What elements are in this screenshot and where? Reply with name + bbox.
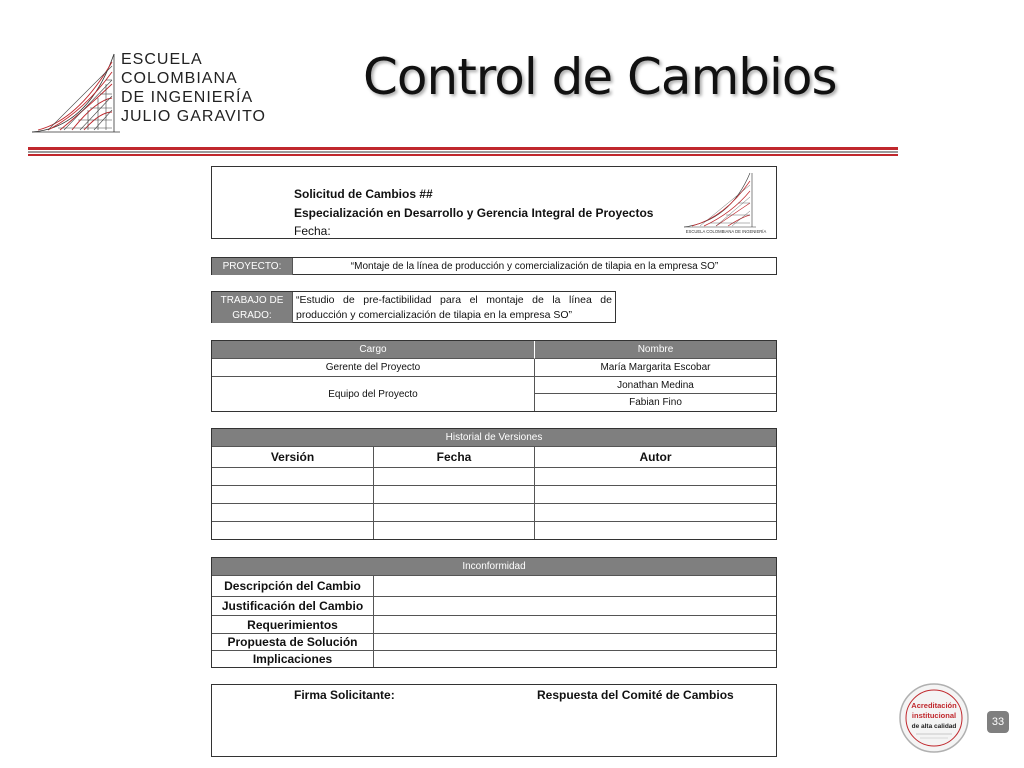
thesis-label bbox=[212, 292, 293, 323]
nonconformity-table bbox=[211, 557, 777, 668]
nonconformity-label: Descripción del Cambio bbox=[212, 576, 374, 597]
thesis-label-line: GRADO: bbox=[232, 309, 272, 321]
team-col-nombre: Nombre bbox=[535, 341, 776, 359]
committee-response-label: Respuesta del Comité de Cambios bbox=[537, 688, 734, 702]
team-col-cargo: Cargo bbox=[212, 341, 535, 359]
requester-signature-label: Firma Solicitante: bbox=[294, 688, 395, 702]
title-divider bbox=[28, 147, 898, 157]
school-name-line: ESCUELA bbox=[121, 51, 203, 68]
history-cell bbox=[535, 468, 776, 486]
history-cell bbox=[374, 522, 535, 539]
nonconformity-value bbox=[374, 651, 776, 667]
date-label: Fecha: bbox=[294, 224, 331, 238]
mini-school-logo-icon bbox=[680, 171, 772, 235]
program-name: Especialización en Desarrollo y Gerencia Integral de Proyectos bbox=[294, 206, 654, 220]
version-history-title: Historial de Versiones bbox=[212, 429, 776, 447]
thesis-value-line: producción y comercialización de tilapia en la empresa SO” bbox=[296, 308, 573, 321]
nonconformity-value bbox=[374, 634, 776, 651]
history-cell bbox=[212, 468, 374, 486]
history-cell bbox=[374, 468, 535, 486]
thesis-label-line: TRABAJO DE bbox=[220, 294, 284, 306]
team-table bbox=[211, 340, 777, 412]
nonconformity-label: Implicaciones bbox=[212, 651, 374, 667]
project-value: “Montaje de la línea de producción y comercialización de tilapia en la empresa SO” bbox=[350, 261, 719, 272]
school-name-line: JULIO GARAVITO bbox=[121, 108, 266, 125]
seal-text: de alta calidad bbox=[911, 723, 957, 730]
version-history-table bbox=[211, 428, 777, 540]
nonconformity-label: Requerimientos bbox=[212, 616, 374, 634]
accreditation-seal-icon bbox=[898, 682, 970, 754]
history-cell bbox=[535, 504, 776, 522]
nonconformity-label: Justificación del Cambio bbox=[212, 597, 374, 616]
team-cell: Gerente del Proyecto bbox=[212, 359, 535, 377]
school-name bbox=[121, 50, 266, 126]
nonconformity-value bbox=[374, 616, 776, 634]
history-cell bbox=[374, 486, 535, 504]
request-number: Solicitud de Cambios ## bbox=[294, 187, 433, 201]
team-cell: Fabian Fino bbox=[629, 397, 682, 408]
team-cell: Jonathan Medina bbox=[535, 377, 776, 394]
history-cell bbox=[535, 486, 776, 504]
history-cell bbox=[212, 486, 374, 504]
thesis-row bbox=[211, 291, 616, 323]
col-version: Versión bbox=[212, 447, 374, 468]
school-name-line: DE INGENIERÍA bbox=[121, 89, 254, 106]
team-cell: María Margarita Escobar bbox=[535, 359, 776, 377]
history-cell bbox=[374, 504, 535, 522]
page-number: 33 bbox=[987, 711, 1009, 733]
nonconformity-value bbox=[374, 597, 776, 616]
col-autor: Autor bbox=[535, 447, 776, 468]
project-label: PROYECTO: bbox=[212, 258, 293, 275]
thesis-value-line: “Estudio de pre-factibilidad para el montaje de la línea de bbox=[296, 293, 612, 306]
seal-text: Acreditación bbox=[911, 701, 957, 710]
history-cell bbox=[212, 522, 374, 539]
nonconformity-title: Inconformidad bbox=[212, 558, 776, 576]
nonconformity-value bbox=[374, 576, 776, 597]
col-fecha: Fecha bbox=[374, 447, 535, 468]
team-cell: Equipo del Proyecto bbox=[212, 377, 535, 411]
mini-logo-text: ESCUELA COLOMBIANA DE INGENIERÍA bbox=[685, 229, 767, 234]
school-name-line: COLOMBIANA bbox=[121, 70, 238, 87]
slide-title: Control de Cambios bbox=[363, 48, 837, 106]
history-cell bbox=[212, 504, 374, 522]
signature-box bbox=[211, 684, 777, 757]
project-row bbox=[211, 257, 777, 275]
thesis-value bbox=[293, 292, 615, 323]
request-header bbox=[211, 166, 777, 239]
seal-text: institucional bbox=[911, 711, 957, 720]
nonconformity-label: Propuesta de Solución bbox=[212, 634, 374, 651]
history-cell bbox=[535, 522, 776, 539]
